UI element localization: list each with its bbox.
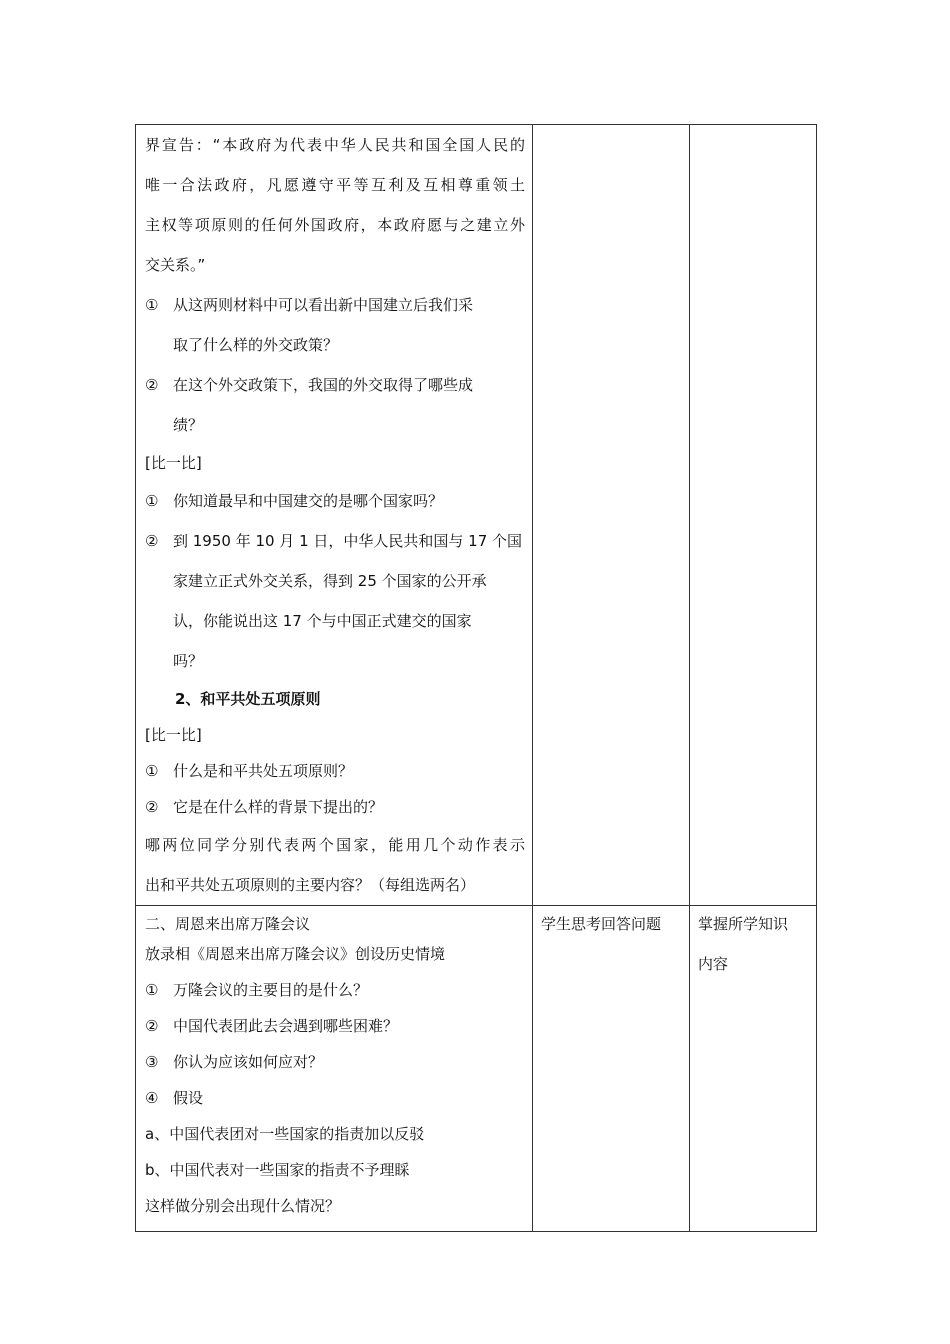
student-activity-cell [533,125,690,906]
question-continuation: 绩？ [173,416,204,434]
intro-line: 放录相《周恩来出席万隆会议》创设历史情境 [145,945,446,963]
question-number: ③ [145,1053,159,1071]
question-number: ① [145,296,159,314]
design-intent-cell [690,906,817,1232]
quote-line: 唯一合法政府，凡愿遵守平等互利及互相尊重领土 [145,176,525,194]
question-number: ① [145,762,159,780]
compare-item: ① 什么是和平共处五项原则？ [145,753,525,789]
question-item: ① 万隆会议的主要目的是什么？ [145,972,525,1008]
design-intent-text: 掌握所学知识 [698,915,789,933]
compare-heading: [比一比] [145,454,202,472]
question-number: ① [145,492,159,510]
student-activity-text: 学生思考回答问题 [541,915,662,933]
compare-continuation: 认，你能说出这 17 个与中国正式建交的国家 [173,612,472,630]
question-item: ② 中国代表团此去会遇到哪些困难？ [145,1008,525,1044]
compare-continuation: 家建立正式外交关系，得到 25 个国家的公开承 [173,572,487,590]
question-number: ② [145,376,159,394]
question-number: ② [145,532,159,550]
quote-line: 主权等项原则的任何外国政府，本政府愿与之建立外 [145,216,525,234]
design-intent-cell [690,125,817,906]
closing-line: 这样做分别会出现什么情况？ [145,1197,341,1215]
section-heading: 二、周恩来出席万隆会议 [145,915,311,933]
question-number: ① [145,981,159,999]
question-number: ④ [145,1089,159,1107]
question-item: ② 在这个外交政策下，我国的外交取得了哪些成 [145,365,525,405]
student-activity-cell [533,906,690,1232]
compare-item: ② 到 1950 年 10 月 1 日，中华人民共和国与 17 个国 [145,521,525,561]
activity-line: 出和平共处五项原则的主要内容？（每组选两名） [145,876,476,894]
teaching-content-cell [136,125,533,906]
option-line: a、中国代表团对一些国家的指责加以反驳 [145,1125,425,1143]
question-item: ③ 你认为应该如何应对？ [145,1044,525,1080]
compare-item: ② 它是在什么样的背景下提出的？ [145,789,525,825]
teaching-content-cell [136,906,533,1232]
option-line: b、中国代表对一些国家的指责不予理睬 [145,1161,410,1179]
quote-line: 界宣告：“本政府为代表中华人民共和国全国人民的 [145,136,525,154]
quote-line: 交关系。” [145,256,206,274]
design-intent-text: 内容 [698,955,729,973]
compare-continuation: 吗？ [173,652,204,670]
section-heading: 2、和平共处五项原则 [175,690,321,708]
compare-item: ① 你知道最早和中国建交的是哪个国家吗？ [145,481,525,521]
compare-heading: [比一比] [145,726,202,744]
question-item: ④ 假设 [145,1080,525,1116]
table-row [136,906,817,1232]
activity-line: 哪两位同学分别代表两个国家，能用几个动作表示 [145,836,525,854]
question-number: ② [145,1017,159,1035]
question-item: ① 从这两则材料中可以看出新中国建立后我们采 [145,285,525,325]
question-continuation: 取了什么样的外交政策？ [173,336,339,354]
question-number: ② [145,798,159,816]
table-row [136,125,817,906]
lesson-plan-table [135,124,817,1232]
